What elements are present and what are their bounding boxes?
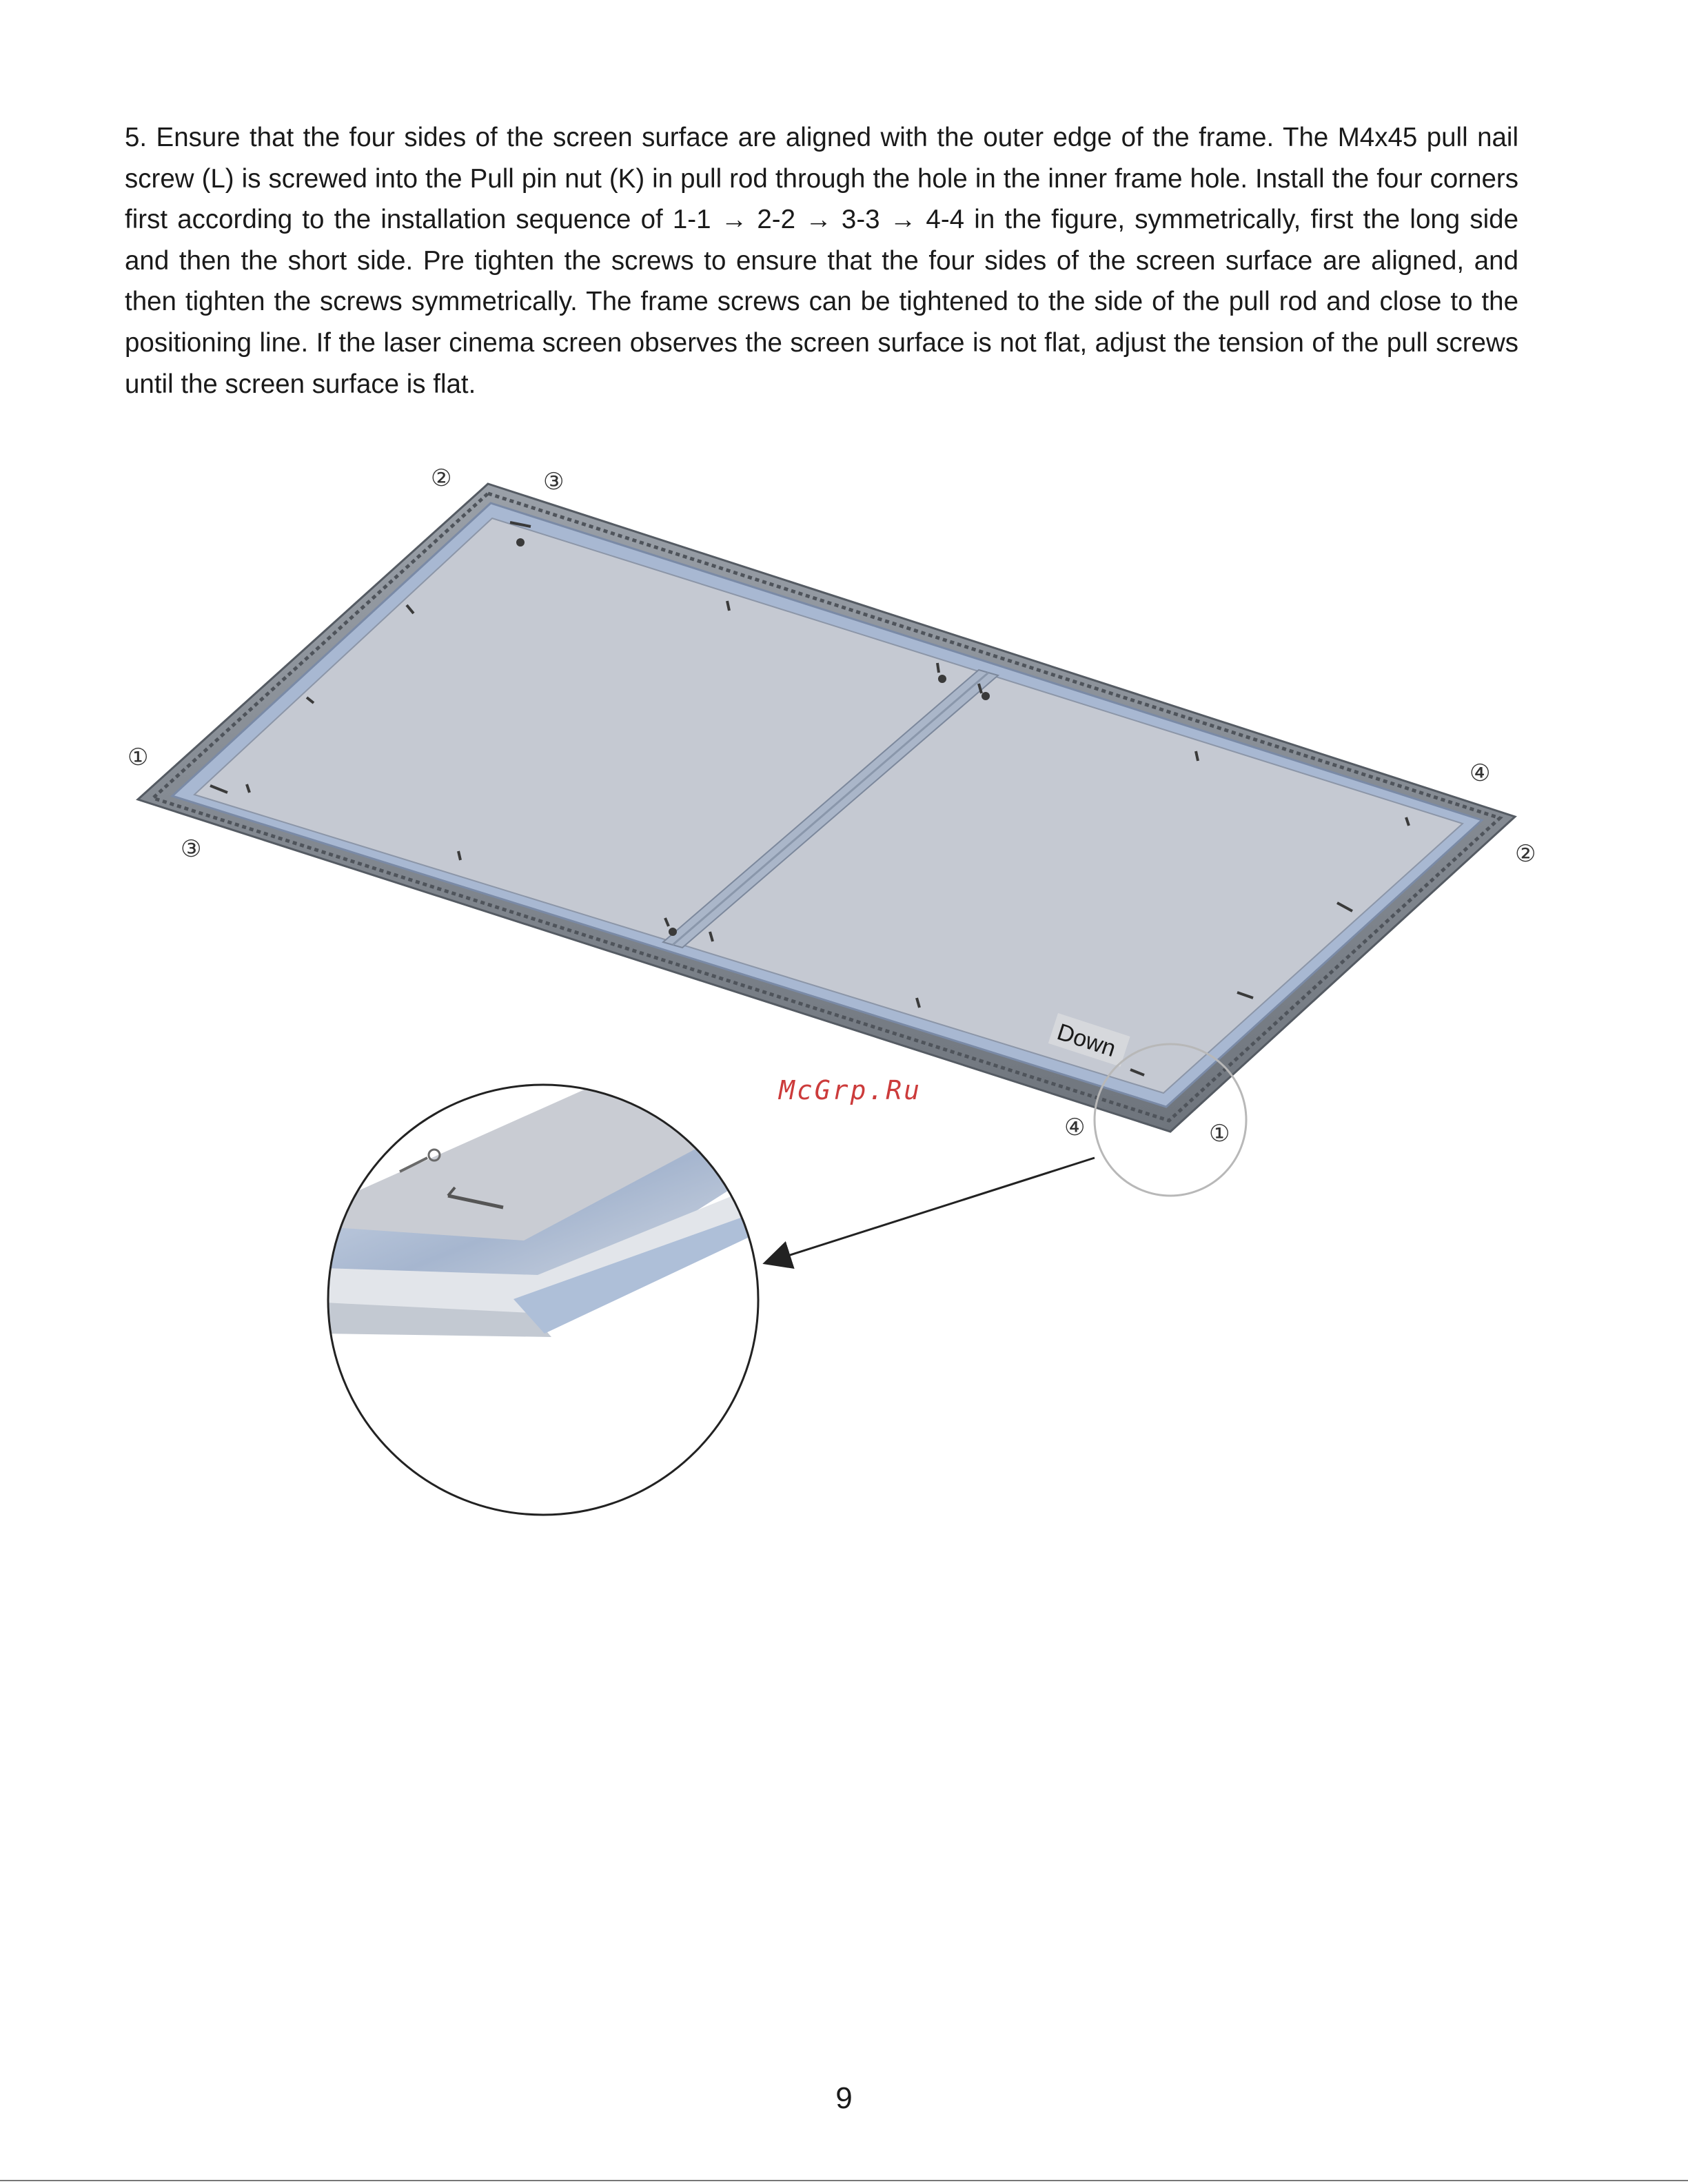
watermark: McGrp.Ru <box>779 1075 922 1105</box>
footer-rule <box>0 2180 1688 2181</box>
corner-detail-zoom <box>324 1085 793 1515</box>
callout-right-2: ② <box>1515 840 1536 868</box>
down-label: Down <box>1054 1019 1119 1063</box>
page-number: 9 <box>835 2081 853 2115</box>
instruction-step-5: 5. Ensure that the four sides of the screen surface are aligned with the outer edge of the frame. The M4x45 pull nail screw (L) is screwed into the Pull pin nut (K) in pull rod through the hole in the inner frame hole. Install the four corners first according to the installation sequence of 1-1 → 2-2 → 3-3 → 4-4 in the figure, symmetrically, first the long side and then the short side. Pre tighten the screws to ensure that the four sides of the screen surface are aligned, and then tighten the screws symmetrically. The frame screws can be tightened to the side of the pull rod and close to the positioning line. If the laser cinema screen observes the screen surface is not flat, adjust the tension of the pull screws until the screen surface is flat. <box>125 123 1518 399</box>
callout-bottom-4: ④ <box>1064 1114 1086 1141</box>
callout-left-3: ③ <box>181 835 202 863</box>
callout-top-2: ② <box>431 465 452 492</box>
callout-top-3: ③ <box>543 468 565 496</box>
callout-right-4: ④ <box>1470 759 1491 787</box>
callout-bottom-1: ① <box>1209 1120 1230 1147</box>
callout-left-1: ① <box>128 744 149 771</box>
detail-arrow <box>766 1158 1095 1263</box>
